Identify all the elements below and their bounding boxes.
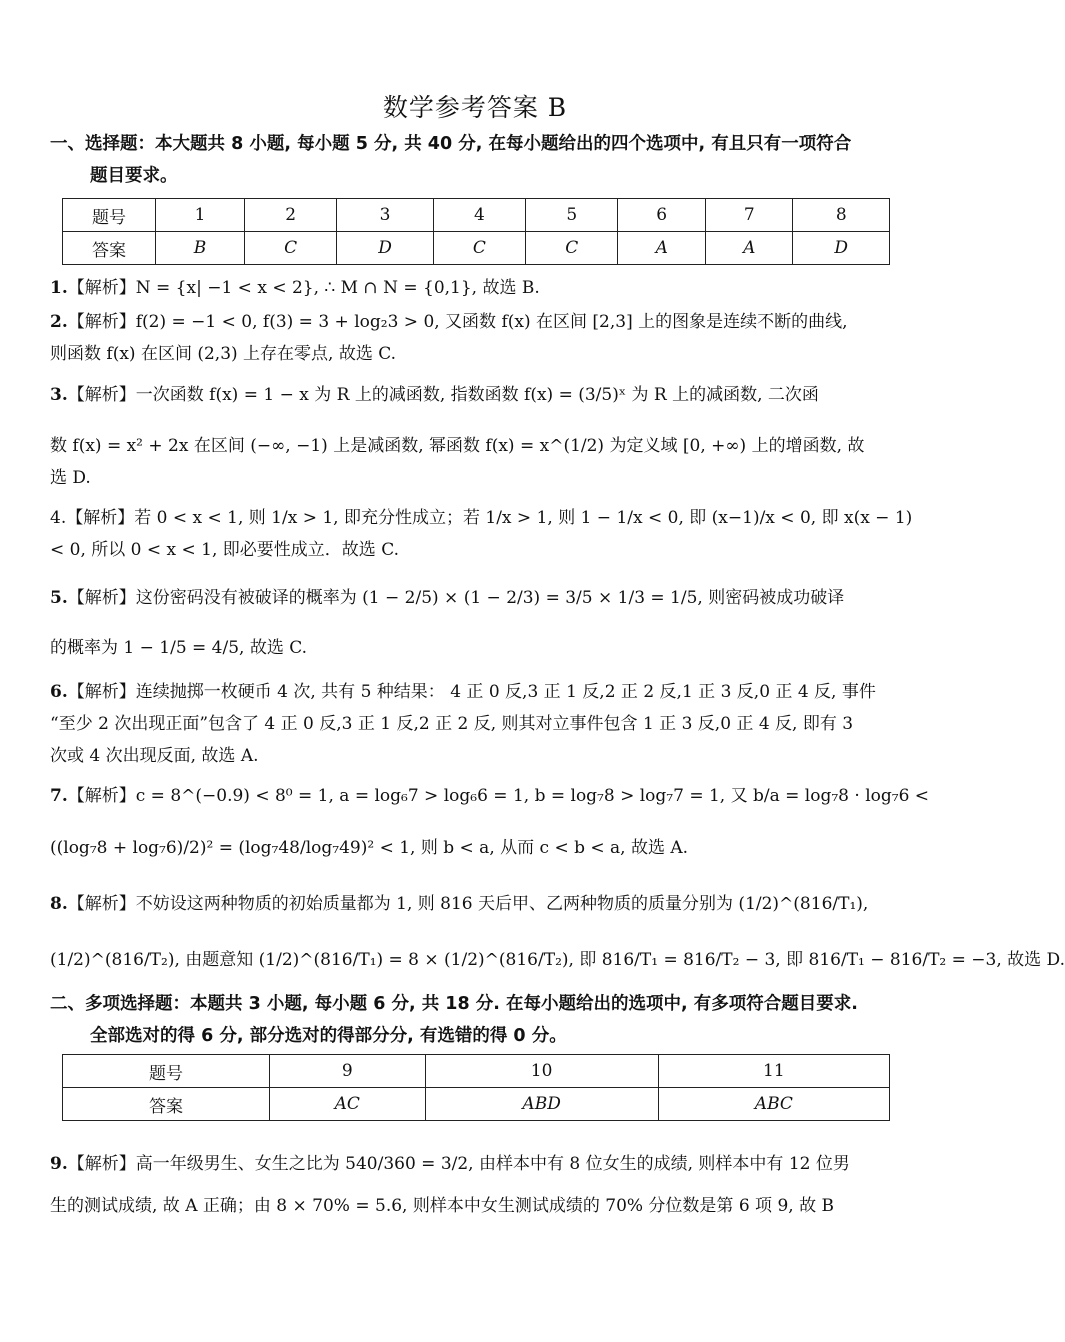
table-cell: 7: [705, 199, 793, 232]
solution-5: [50, 582, 910, 664]
table-cell: 2: [244, 199, 336, 232]
table-cell: 11: [658, 1055, 889, 1088]
solution-text: 则函数 f(x) 在区间 (2,3) 上存在零点, 故选 C.: [50, 344, 397, 364]
table-cell: 1: [156, 199, 245, 232]
row-label: 题号: [63, 1055, 270, 1088]
section-2-heading: [50, 988, 900, 1052]
solution-text: 高一年级男生、女生之比为 540/360 = 3/2, 由样本中有 8 位女生的成绩, 则样本中有 12 位男: [135, 1154, 850, 1174]
solution-tag: 【解析】: [67, 312, 136, 332]
answer-table-2: [62, 1054, 890, 1121]
table-cell: C: [433, 232, 525, 265]
solution-tag: 【解析】: [67, 1154, 136, 1174]
table-cell: 10: [425, 1055, 658, 1088]
solution-number: 3.: [50, 385, 68, 405]
solution-tag: 【解析】: [67, 786, 136, 806]
solution-7: [50, 780, 930, 864]
section-2-line-2: 全部选对的得 6 分, 部分选对的得部分分, 有选错的得 0 分。: [90, 1026, 567, 1046]
table-cell: A: [618, 232, 706, 265]
table-row: [63, 232, 890, 265]
section-1-line-1: 一、选择题：本大题共 8 小题, 每小题 5 分, 共 40 分, 在每小题给出的四个选项中, 有且只有一项符合: [50, 134, 852, 154]
solution-3: [50, 378, 910, 494]
solution-text: 若 0 < x < 1, 则 1/x > 1, 即充分性成立；若 1/x > 1, 则 1 − 1/x < 0, 即 (x−1)/x < 0, 即 x(x − 1): [134, 508, 913, 528]
solution-text: f(2) = −1 < 0, f(3) = 3 + log₂3 > 0, 又函数 f(x) 在区间 [2,3] 上的图象是连续不断的曲线,: [135, 312, 848, 332]
table-cell: ABD: [425, 1088, 658, 1121]
solution-text: 连续抛掷一枚硬币 4 次, 共有 5 种结果： 4 正 0 反,3 正 1 反,2 正 2 反,1 正 3 反,0 正 4 反, 事件: [135, 682, 876, 702]
table-cell: 6: [618, 199, 706, 232]
answer-table-1: [62, 198, 890, 265]
solution-text: ((log₇8 + log₇6)/2)² = (log₇48/log₇49)² < 1, 则 b < a, 从而 c < b < a, 故选 A.: [50, 838, 689, 858]
solution-text: 不妨设这两种物质的初始质量都为 1, 则 816 天后甲、乙两种物质的质量分别为 (1/2)^(816/T₁),: [135, 894, 869, 914]
solution-text: 这份密码没有被破译的概率为 (1 − 2/5) × (1 − 2/3) = 3/5 × 1/3 = 1/5, 则密码被成功破译: [135, 588, 845, 608]
solution-tag: 【解析】: [66, 508, 135, 528]
row-label: 答案: [63, 1088, 270, 1121]
solution-number: 2.: [50, 312, 68, 332]
section-2-line-1: 二、多项选择题：本题共 3 小题, 每小题 6 分, 共 18 分. 在每小题给出的选项中, 有多项符合题目要求.: [50, 994, 858, 1014]
table-cell: AC: [270, 1088, 426, 1121]
solution-6: [50, 676, 910, 772]
solution-number: 5.: [50, 588, 68, 608]
section-1-heading: [50, 128, 900, 192]
row-label: 答案: [63, 232, 156, 265]
solution-text: 生的测试成绩, 故 A 正确；由 8 × 70% = 5.6, 则样本中女生测试成绩的 70% 分位数是第 6 项 9, 故 B: [50, 1196, 834, 1216]
table-cell: 5: [526, 199, 618, 232]
table-cell: ABC: [658, 1088, 889, 1121]
solution-text: < 0, 所以 0 < x < 1, 即必要性成立．故选 C.: [50, 540, 400, 560]
solution-tag: 【解析】: [67, 894, 136, 914]
solution-9: [50, 1148, 910, 1222]
table-cell: B: [156, 232, 245, 265]
table-row: [63, 1055, 890, 1088]
table-row: [63, 1088, 890, 1121]
solution-text: (1/2)^(816/T₂), 由题意知 (1/2)^(816/T₁) = 8 × (1/2)^(816/T₂), 即 816/T₁ = 816/T₂ − 3, 即 816/T₁ − 816/T₂ = −3, 故选 D.: [50, 950, 1065, 970]
table-cell: C: [526, 232, 618, 265]
solution-1: [50, 272, 910, 304]
solution-text: 一次函数 f(x) = 1 − x 为 R 上的减函数, 指数函数 f(x) = (3/5)ˣ 为 R 上的减函数, 二次函: [135, 385, 819, 405]
solution-number: 9.: [50, 1154, 68, 1174]
solution-number: 6.: [50, 682, 68, 702]
solution-tag: 【解析】: [67, 588, 136, 608]
section-1-line-2: 题目要求。: [90, 166, 178, 186]
solution-text: 次或 4 次出现反面, 故选 A.: [50, 746, 259, 766]
solution-text: 的概率为 1 − 1/5 = 4/5, 故选 C.: [50, 638, 308, 658]
table-row: [63, 199, 890, 232]
solution-text: N = {x| −1 < x < 2}, ∴ M ∩ N = {0,1}, 故选 B.: [135, 278, 540, 298]
page-title: 数学参考答案 B: [382, 93, 568, 122]
solution-number: 1.: [50, 278, 68, 298]
solution-8: [50, 888, 1065, 976]
solution-text: 数 f(x) = x² + 2x 在区间 (−∞, −1) 上是减函数, 幂函数 f(x) = x^(1/2) 为定义域 [0, +∞) 上的增函数, 故: [50, 436, 865, 456]
solution-number: 8.: [50, 894, 68, 914]
table-cell: D: [337, 232, 433, 265]
table-cell: 9: [270, 1055, 426, 1088]
solution-text: 选 D.: [50, 468, 91, 488]
solution-number: 4.: [50, 508, 67, 528]
solution-tag: 【解析】: [67, 682, 136, 702]
solution-text: “至少 2 次出现正面”包含了 4 正 0 反,3 正 1 反,2 正 2 反, 则其对立事件包含 1 正 3 反,0 正 4 反, 即有 3: [50, 714, 854, 734]
solution-number: 7.: [50, 786, 68, 806]
table-cell: A: [705, 232, 793, 265]
table-cell: 8: [793, 199, 890, 232]
table-cell: C: [244, 232, 336, 265]
solution-4: [50, 502, 913, 566]
table-cell: 3: [337, 199, 433, 232]
solution-tag: 【解析】: [67, 278, 136, 298]
row-label: 题号: [63, 199, 156, 232]
solution-2: [50, 306, 910, 370]
solution-tag: 【解析】: [67, 385, 136, 405]
table-cell: D: [793, 232, 890, 265]
solution-text: c = 8^(−0.9) < 8⁰ = 1, a = log₆7 > log₆6 = 1, b = log₇8 > log₇7 = 1, 又 b/a = log₇8 · log₇6 <: [135, 786, 930, 806]
table-cell: 4: [433, 199, 525, 232]
